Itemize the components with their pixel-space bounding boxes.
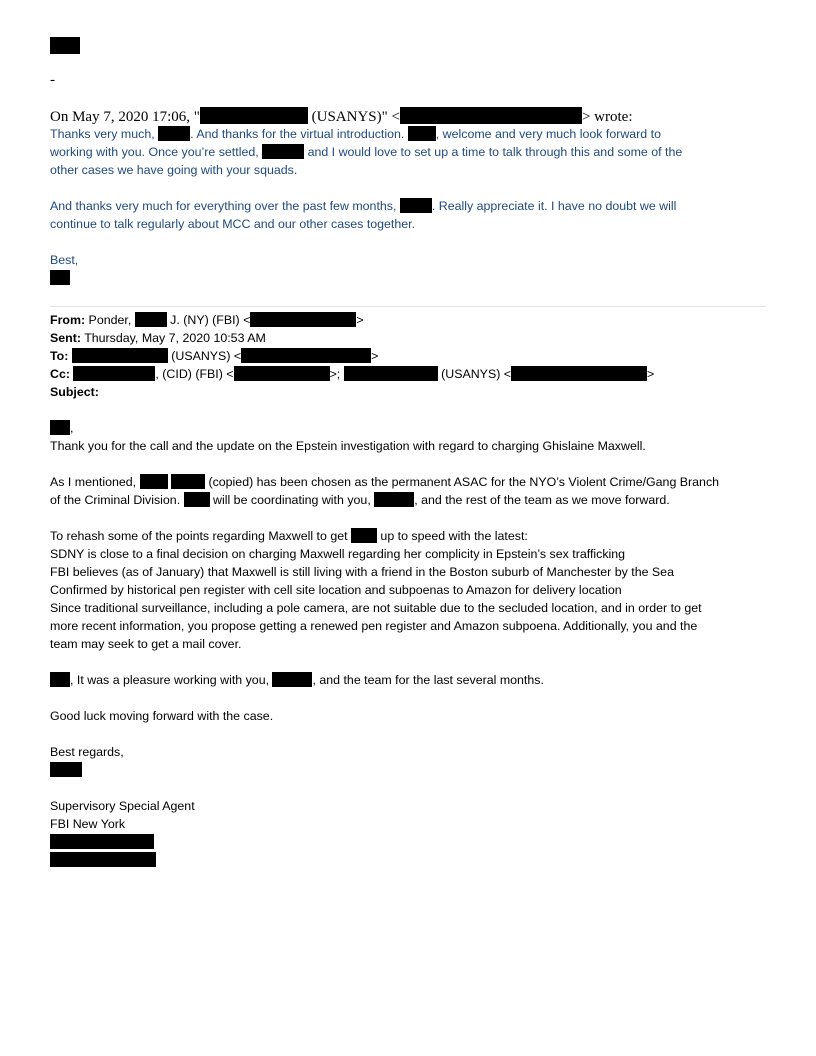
body-text: (copied) has been chosen as the permanent ASAC for the NYO’s Violent Crime/Gang Branch bbox=[205, 475, 720, 489]
body-text: of the Criminal Division. bbox=[50, 493, 184, 507]
spacer bbox=[50, 401, 766, 419]
body-text: , It was a pleasure working with you, bbox=[70, 673, 273, 687]
spacer bbox=[50, 509, 766, 527]
redaction-block bbox=[135, 312, 167, 327]
cc-label: Cc: bbox=[50, 367, 70, 381]
reply-line bbox=[50, 125, 766, 143]
body-text: As I mentioned, bbox=[50, 475, 140, 489]
subject-line bbox=[50, 383, 766, 401]
redaction-block bbox=[344, 366, 438, 381]
quote-org-text: (USANYS)" < bbox=[307, 109, 400, 125]
signature-contact bbox=[50, 851, 766, 869]
bullet-item-cont: more recent information, you propose getting a renewed pen register and Amazon subpoena. Additionally, you and the bbox=[50, 619, 698, 633]
body-line: Thank you for the call and the update on the Epstein investigation with regard to charging Ghislaine Maxwell. bbox=[50, 439, 646, 453]
original-message bbox=[50, 311, 766, 869]
sent-label: Sent: bbox=[50, 331, 81, 345]
body-text: up to speed with the latest: bbox=[376, 529, 528, 543]
body-text: , and the team for the last several months. bbox=[312, 673, 544, 687]
reply-body bbox=[50, 125, 766, 287]
signature-contact bbox=[50, 833, 766, 851]
to-text: > bbox=[371, 349, 379, 363]
redaction-block bbox=[50, 672, 70, 687]
redaction-block bbox=[158, 126, 190, 141]
reply-text: working with you. Once you’re settled, bbox=[50, 145, 263, 159]
redaction-block bbox=[250, 312, 356, 327]
closing: Best regards, bbox=[50, 745, 124, 759]
reply-text: and I would love to set up a time to talk through this and some of the bbox=[304, 145, 683, 159]
redaction-block bbox=[184, 492, 210, 507]
body-text: , and the rest of the team as we move forward. bbox=[414, 493, 670, 507]
signature-title: Supervisory Special Agent bbox=[50, 799, 195, 813]
bullet-item: SDNY is close to a final decision on charging Maxwell regarding her complicity in Epstein’s sex trafficking bbox=[50, 547, 626, 561]
bullet-item: Since traditional surveillance, including a pole camera, are not suitable due to the secluded location, and in order to get bbox=[50, 601, 702, 615]
body-line: Good luck moving forward with the case. bbox=[50, 709, 274, 723]
reply-text: . Really appreciate it. I have no doubt we will bbox=[431, 199, 677, 213]
body-text: To rehash some of the points regarding Maxwell to get bbox=[50, 529, 351, 543]
to-text: (USANYS) < bbox=[167, 349, 242, 363]
redaction-block bbox=[272, 672, 312, 687]
greeting-line bbox=[50, 419, 766, 437]
redaction-block bbox=[262, 144, 304, 159]
sent-value: Thursday, May 7, 2020 10:53 AM bbox=[80, 331, 266, 345]
redaction-block bbox=[50, 762, 82, 777]
from-text: > bbox=[356, 313, 364, 327]
spacer bbox=[50, 233, 766, 251]
redaction-block bbox=[72, 348, 168, 363]
redaction-block bbox=[50, 37, 80, 54]
redaction-block bbox=[171, 474, 205, 489]
redaction-block bbox=[140, 474, 168, 489]
spacer bbox=[50, 455, 766, 473]
cc-text: (USANYS) < bbox=[437, 367, 512, 381]
redaction-block bbox=[408, 126, 436, 141]
redaction-block bbox=[200, 107, 308, 124]
redaction-block bbox=[241, 348, 371, 363]
spacer bbox=[50, 179, 766, 197]
redaction-block bbox=[50, 852, 156, 867]
redaction-block bbox=[511, 366, 647, 381]
redaction-block bbox=[400, 107, 582, 124]
cc-text: , (CID) (FBI) < bbox=[155, 367, 234, 381]
reply-line: other cases we have going with your squads. bbox=[50, 163, 298, 177]
cc-line bbox=[50, 365, 766, 383]
reply-text: And thanks very much for everything over the past few months, bbox=[50, 199, 400, 213]
from-text: J. (NY) (FBI) < bbox=[166, 313, 251, 327]
bullet-item: FBI believes (as of January) that Maxwell is still living with a friend in the Boston suburb of Manchester by the Sea bbox=[50, 565, 674, 579]
reply-line: continue to talk regularly about MCC and our other cases together. bbox=[50, 217, 416, 231]
greeting-text: , bbox=[70, 421, 74, 435]
redaction-block bbox=[73, 366, 155, 381]
cc-text: >; bbox=[329, 367, 344, 381]
quote-wrote-text: > wrote: bbox=[581, 109, 633, 125]
redaction-block bbox=[374, 492, 414, 507]
cc-text: > bbox=[647, 367, 655, 381]
reply-text: Thanks very much, bbox=[50, 127, 159, 141]
quote-on-text: On May 7, 2020 17:06, " bbox=[50, 109, 200, 125]
reply-signoff: Best, bbox=[50, 253, 79, 267]
body-line bbox=[50, 671, 766, 689]
to-line bbox=[50, 347, 766, 365]
spacer bbox=[50, 779, 766, 797]
message-divider bbox=[50, 306, 766, 307]
spacer bbox=[50, 653, 766, 671]
redaction-block bbox=[50, 270, 70, 285]
sent-line bbox=[50, 329, 766, 347]
redaction-block bbox=[50, 834, 154, 849]
from-line bbox=[50, 311, 766, 329]
reply-text: , welcome and very much look forward to bbox=[435, 127, 661, 141]
signature-office: FBI New York bbox=[50, 817, 126, 831]
redaction-block bbox=[400, 198, 432, 213]
reply-line bbox=[50, 197, 766, 215]
spacer bbox=[50, 689, 766, 707]
reply-text: . And thanks for the virtual introduction. bbox=[190, 127, 408, 141]
redaction-block bbox=[234, 366, 330, 381]
spacer bbox=[50, 725, 766, 743]
body-text: will be coordinating with you, bbox=[209, 493, 375, 507]
to-label: To: bbox=[50, 349, 69, 363]
quote-header-line bbox=[50, 107, 633, 126]
body-line bbox=[50, 491, 766, 509]
from-label: From: bbox=[50, 313, 86, 327]
subject-label: Subject: bbox=[50, 385, 99, 399]
redaction-block bbox=[351, 528, 377, 543]
header-dash: - bbox=[50, 72, 55, 88]
signature-name bbox=[50, 761, 766, 779]
bullet-item: Confirmed by historical pen register with cell site location and subpoenas to Amazon for delivery location bbox=[50, 583, 622, 597]
redaction-block bbox=[50, 420, 70, 435]
body-line bbox=[50, 527, 766, 545]
reply-signature bbox=[50, 269, 766, 287]
bullet-item-cont: team may seek to get a mail cover. bbox=[50, 637, 242, 651]
body-line bbox=[50, 473, 766, 491]
from-text: Ponder, bbox=[85, 313, 135, 327]
reply-line bbox=[50, 143, 766, 161]
